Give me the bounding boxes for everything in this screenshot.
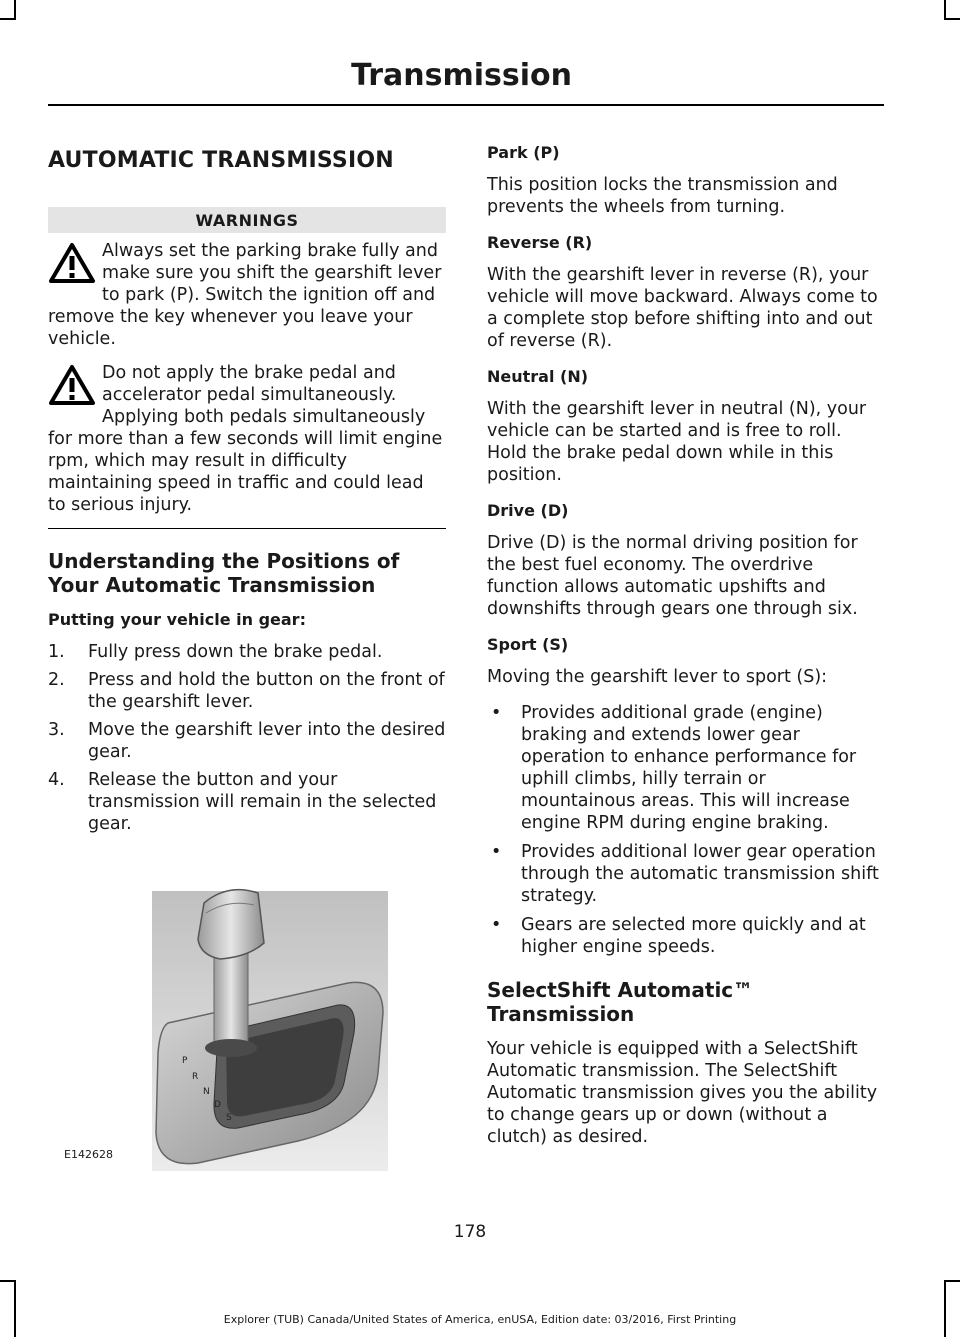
park-heading: Park (P): [487, 143, 560, 162]
warning-triangle-icon: [48, 364, 96, 406]
bullet-glyph: •: [491, 842, 502, 862]
gearshift-figure: [48, 873, 446, 1183]
crop-mark: [0, 1280, 16, 1282]
reverse-text: With the gearshift lever in reverse (R), your vehicle will move backward. Always come to a complete stop before shifting into and out of reverse (R).: [487, 265, 878, 351]
warnings-heading: WARNINGS: [48, 207, 446, 233]
crop-mark: [14, 1280, 16, 1337]
steps-list: [48, 641, 446, 835]
list-item: • Gears are selected more quickly and at higher engine speeds.: [491, 915, 866, 957]
gear-letter: P: [182, 1056, 188, 1066]
steps-heading: Putting your vehicle in gear:: [48, 610, 306, 629]
warning-item: [48, 240, 446, 350]
left-column: [48, 142, 446, 1183]
reverse-heading: Reverse (R): [487, 233, 593, 252]
neutral-text: With the gearshift lever in neutral (N), your vehicle can be started and is free to roll. Hold the brake pedal down while in this position.: [487, 399, 867, 485]
selectshift-heading: SelectShift Automatic™ Transmission: [487, 978, 754, 1026]
neutral-heading: Neutral (N): [487, 367, 589, 386]
section-title: AUTOMATIC TRANSMISSION: [48, 148, 394, 173]
crop-mark: [0, 18, 16, 20]
selectshift-text: Your vehicle is equipped with a SelectShift Automatic transmission. The SelectShift Automatic transmission gives you the ability to change gears up or down (without a clutch) as desired.: [487, 1039, 878, 1147]
sport-intro: Moving the gearshift lever to sport (S):: [487, 667, 828, 687]
gear-letter: D: [214, 1100, 221, 1110]
bullet-glyph: •: [491, 915, 502, 935]
warning-text: Always set the parking brake fully and make sure you shift the gearshift lever to park (P). Switch the ignition off and remove the key whenever you leave your vehicle.: [48, 241, 442, 349]
list-item: 2. Press and hold the button on the front of the gearshift lever.: [48, 670, 445, 712]
sport-bullets: [487, 702, 885, 958]
list-item: 4. Release the button and your transmission will remain in the selected gear.: [48, 770, 437, 834]
park-text: This position locks the transmission and prevents the wheels from turning.: [487, 175, 838, 217]
crop-mark: [14, 0, 16, 20]
list-item: 1. Fully press down the brake pedal.: [48, 642, 383, 662]
subsection-title: Understanding the Positions of Your Automatic Transmission: [48, 549, 400, 597]
drive-heading: Drive (D): [487, 501, 569, 520]
gear-letter: N: [203, 1087, 210, 1097]
list-item: • Provides additional lower gear operation through the automatic transmission shift strategy.: [491, 842, 879, 906]
page-number: 178: [453, 1222, 487, 1242]
page-header-title: Transmission: [351, 58, 572, 93]
figure-code: E142628: [64, 1148, 113, 1161]
bullet-glyph: •: [491, 703, 502, 723]
crop-mark: [944, 1280, 946, 1337]
warning-item: [48, 362, 446, 516]
drive-text: Drive (D) is the normal driving position for the best fuel economy. The overdrive function allows automatic upshifts and downshifts through gears one through six.: [487, 533, 858, 619]
crop-mark: [944, 0, 946, 20]
warning-triangle-icon: [48, 242, 96, 284]
right-column: [487, 142, 885, 1162]
warning-text: Do not apply the brake pedal and accelerator pedal simultaneously. Applying both pedals simultaneously for more than a few seconds will limit engine rpm, which may result in difficulty maintaining speed in traffic and could lead to serious injury.: [48, 363, 443, 515]
list-item: • Provides additional grade (engine) braking and extends lower gear operation to enhance performance for uphill climbs, hilly terrain or mountainous areas. This will increase engine RPM during engine braking.: [491, 703, 857, 833]
gearshift-illustration: [48, 873, 446, 1183]
footer-text: Explorer (TUB) Canada/United States of America, enUSA, Edition date: 03/2016, First Printing: [223, 1313, 737, 1326]
gear-letter: S: [226, 1113, 232, 1123]
gear-letter: R: [192, 1072, 199, 1082]
crop-mark: [944, 18, 960, 20]
sport-heading: Sport (S): [487, 635, 569, 654]
list-item: 3. Move the gearshift lever into the desired gear.: [48, 720, 446, 762]
warnings-divider: [48, 528, 446, 529]
header-rule: [48, 104, 884, 106]
crop-mark: [944, 1280, 960, 1282]
